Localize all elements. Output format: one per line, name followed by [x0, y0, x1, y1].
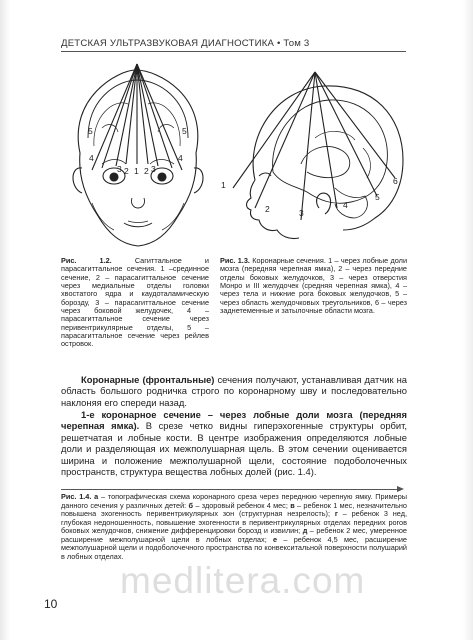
caption-text-v: – ребенок 1 мес, незначительно повышена эхогенность перивентрикулярных зон (структурная незрелость); [61, 500, 407, 518]
watermark: medlitera.com [120, 560, 366, 601]
fig12-label-3-left: 3 [117, 164, 122, 174]
fig13-label-5: 5 [375, 192, 380, 202]
fig12-label-3-right: 3 [151, 164, 156, 174]
paragraph-coronal-sections [61, 374, 407, 408]
caption-text-b: – здоровый ребенок 4 мес; [193, 500, 288, 510]
caption-letter-d: д [300, 526, 308, 535]
caption-text-d: – ребенок 2 мес, умеренное расширение межполушарной щели в лобных отделах; [61, 526, 407, 544]
figure-1-2-caption [61, 257, 209, 349]
figure-1-2-caption-lead: Рис. 1.2. [61, 256, 112, 265]
figure-1-4-caption [61, 493, 407, 561]
caption-letter-b: б [186, 500, 194, 510]
figure-1-3-caption-text: Коронарные сечения. 1 – через лобные доли мозга (передняя черепная ямка), 2 – через передние отделы боковых желудочков, 3 – через отверстия Монро и III желудочек (средняя черепная ямка), 4 – через тела и нижние рога боковых желудочков, 5 – через область желудочковых треугольников, 6 – через заднетеменные и затылочные области мозга. [220, 256, 408, 316]
figure-reference-rule [61, 489, 399, 490]
figure-1-2-illustration [58, 58, 218, 253]
caption-letter-g: г [330, 509, 338, 518]
fig12-label-1: 1 [134, 166, 139, 176]
page-number: 10 [44, 597, 58, 611]
figure-1-3-caption [220, 257, 407, 315]
fig13-label-6: 6 [393, 176, 398, 186]
caption-letter-e: е [266, 534, 278, 544]
figure-1-4-caption-lead: Рис. 1.4. [61, 492, 92, 501]
fig12-label-2-right: 2 [144, 166, 149, 176]
fig13-label-1: 1 [221, 180, 226, 190]
caption-text-e: – ребенок 4,5 мес, расширение межполушарной щели и подоболочечного пространства по конвекситальной поверхности полушарий в лобных отделах. [61, 534, 407, 561]
paragraph-first-coronal-text: В срезе четко видны гиперэхогенные структуры орбит, решетчатая и лобные кости. В центре изображения определяются лобные доли и разделяющая их межполушарная щель. В этом сечении оценивается ширина и положение межполушарной щели, состояние подоболочечных пространств, структура вещества лобных долей (рис. 1.4). [61, 420, 408, 478]
caption-text-g: – ребенок 3 нед, глубокая недоношенность, повышение эхогенности в перивентрикулярных отделах передних рогов боковых желудочков, снижение дифференцировки борозд и извилин; [61, 509, 407, 535]
header-rule [61, 51, 406, 52]
subheading-first-coronal-section: 1-е коронарное сечение – через лобные доли мозга (передняя черепная ямка). [61, 409, 407, 432]
caption-text-a: – топографическая схема коронарного среза через переднюю черепную ямку. Примеры данного сечения у различных детей: [61, 492, 407, 510]
paragraph-first-coronal-section [61, 409, 407, 477]
fig13-label-2: 2 [265, 204, 270, 214]
figure-1-3-illustration [215, 68, 415, 243]
figure-1-3-caption-lead: Рис. 1.3. [220, 256, 250, 265]
fig12-label-2-left: 2 [124, 166, 129, 176]
figure-1-2-caption-text: Сагиттальное и парасагиттальное сечения. 1 –срединное сечение, 2 – парасагиттальное сечение через медиальные отделы головки хвостатого ядра и каудоталамическую борозду, 3 – парасагиттальное сечение через боковой желудочек, 4 – парасагиттальное сечение через перивентрикулярные отделы, 5 – парасагиттальное сечение через рейлев островок. [61, 256, 210, 349]
paragraph-coronal-term: Коронарные (фронтальные) [81, 374, 215, 385]
fig12-label-4-right: 4 [178, 153, 183, 163]
running-title: ДЕТСКАЯ УЛЬТРАЗВУКОВАЯ ДИАГНОСТИКА • Том 3 [61, 38, 310, 49]
fig12-label-5-left: 5 [88, 126, 93, 136]
fig13-label-3: 3 [299, 208, 304, 218]
caption-letter-v: в [287, 500, 295, 510]
paragraph-coronal-text: сечения получают, устанавливая датчик на область большого родничка строго по коронарному шву и последовательно наклоняя его спереди назад. [61, 374, 407, 408]
fig13-label-4: 4 [343, 200, 348, 210]
fig12-label-5-right: 5 [182, 126, 187, 136]
caption-letter-a: а [91, 492, 99, 501]
fig12-label-4-left: 4 [89, 153, 94, 163]
